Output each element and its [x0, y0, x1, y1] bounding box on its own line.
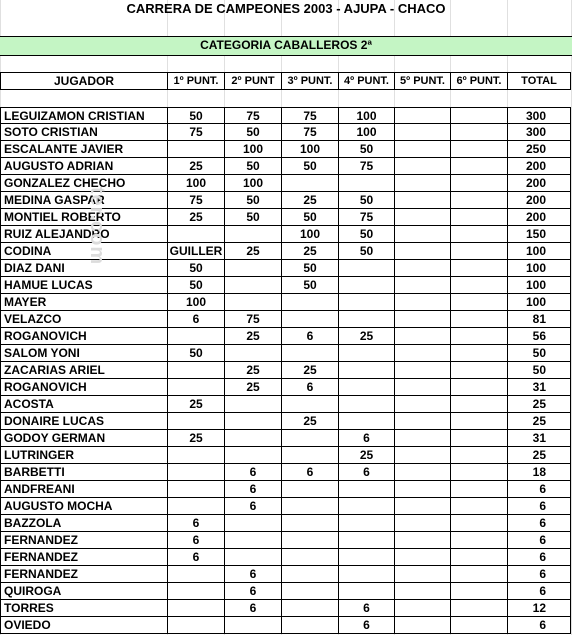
points-cell [450, 464, 507, 481]
table-row [0, 209, 572, 226]
table-row [0, 600, 572, 617]
points-cell: 6 [167, 515, 224, 532]
points-cell [338, 549, 394, 566]
points-cell [338, 345, 394, 362]
points-cell [224, 294, 281, 311]
points-cell [394, 158, 450, 175]
player-name-cell: CODINA [0, 243, 167, 260]
points-cell [167, 498, 224, 515]
table-row [0, 532, 572, 549]
table-row [0, 311, 572, 328]
table-row [0, 396, 572, 413]
player-name-cell: LEGUIZAMON CRISTIAN [0, 107, 167, 124]
points-cell: 6 [224, 566, 281, 583]
header-row [0, 72, 572, 90]
total-cell: 25 [507, 447, 571, 464]
column-header: JUGADOR [0, 72, 167, 90]
player-name-cell: SALOM YONI [0, 345, 167, 362]
points-cell [338, 311, 394, 328]
points-cell [394, 243, 450, 260]
points-cell: 100 [167, 294, 224, 311]
points-cell [450, 226, 507, 243]
points-cell [224, 277, 281, 294]
points-cell [450, 498, 507, 515]
points-cell: 100 [167, 175, 224, 192]
player-name-cell: GODOY GERMAN [0, 430, 167, 447]
total-cell: 6 [507, 549, 571, 566]
points-cell [224, 413, 281, 430]
points-cell [167, 141, 224, 158]
points-cell [394, 464, 450, 481]
points-cell: 100 [224, 141, 281, 158]
player-name-cell: ESCALANTE JAVIER [0, 141, 167, 158]
points-cell: GUILLER [167, 243, 224, 260]
points-cell: 75 [224, 311, 281, 328]
points-cell: 50 [338, 243, 394, 260]
points-cell [450, 379, 507, 396]
table-row [0, 413, 572, 430]
points-cell: 100 [281, 226, 338, 243]
points-cell [338, 362, 394, 379]
points-cell [394, 226, 450, 243]
player-name-cell: AUGUSTO MOCHA [0, 498, 167, 515]
points-cell [167, 328, 224, 345]
table-row [0, 464, 572, 481]
total-cell: 250 [507, 141, 571, 158]
points-cell [450, 566, 507, 583]
points-cell [450, 362, 507, 379]
player-name-cell: ANDFREANI [0, 481, 167, 498]
points-cell: 75 [224, 107, 281, 124]
points-cell [394, 277, 450, 294]
points-cell: 6 [167, 311, 224, 328]
points-cell: 75 [338, 158, 394, 175]
table-row [0, 481, 572, 498]
points-cell [394, 311, 450, 328]
player-name-cell: MAYER [0, 294, 167, 311]
player-name-cell: OVIEDO [0, 617, 167, 634]
points-cell [338, 498, 394, 515]
table-row [0, 430, 572, 447]
points-cell [338, 379, 394, 396]
points-cell [281, 396, 338, 413]
points-cell: 50 [338, 226, 394, 243]
points-cell: 25 [338, 328, 394, 345]
points-cell [450, 481, 507, 498]
points-cell [394, 294, 450, 311]
points-cell: 50 [167, 260, 224, 277]
points-cell [281, 549, 338, 566]
points-cell [224, 447, 281, 464]
player-name-cell: ROGANOVICH [0, 328, 167, 345]
table-row [0, 515, 572, 532]
player-name-cell: AUGUSTO ADRIAN [0, 158, 167, 175]
total-cell: 6 [507, 583, 571, 600]
total-cell: 56 [507, 328, 571, 345]
points-cell [450, 532, 507, 549]
points-cell: 25 [167, 209, 224, 226]
points-cell: 6 [338, 430, 394, 447]
total-cell: 300 [507, 107, 571, 124]
player-name-cell: VELAZCO [0, 311, 167, 328]
player-name-cell: FERNANDEZ [0, 532, 167, 549]
points-cell [224, 532, 281, 549]
total-cell: 50 [507, 345, 571, 362]
column-header: TOTAL [507, 72, 571, 90]
points-cell [167, 617, 224, 634]
total-cell: 25 [507, 413, 571, 430]
points-cell [281, 481, 338, 498]
points-cell: 6 [281, 464, 338, 481]
points-cell [394, 175, 450, 192]
points-cell [281, 430, 338, 447]
points-cell [394, 260, 450, 277]
total-cell: 12 [507, 600, 571, 617]
total-cell: 81 [507, 311, 571, 328]
points-cell [281, 515, 338, 532]
category-banner [0, 36, 572, 56]
points-cell [394, 124, 450, 141]
points-cell [167, 379, 224, 396]
player-name-cell: ACOSTA [0, 396, 167, 413]
table-row [0, 447, 572, 464]
points-cell [338, 277, 394, 294]
points-cell [450, 260, 507, 277]
player-name-cell: DIAZ DANI [0, 260, 167, 277]
points-cell [450, 328, 507, 345]
points-cell: 6 [224, 481, 281, 498]
points-cell: 100 [338, 107, 394, 124]
table-row [0, 226, 572, 243]
points-cell [281, 617, 338, 634]
points-cell [338, 260, 394, 277]
points-cell [450, 294, 507, 311]
table-row [0, 124, 572, 141]
points-cell: 50 [167, 277, 224, 294]
points-cell [450, 124, 507, 141]
points-cell [224, 260, 281, 277]
points-cell: 6 [281, 328, 338, 345]
table-row [0, 566, 572, 583]
player-name-cell: SOTO CRISTIAN [0, 124, 167, 141]
points-cell [281, 600, 338, 617]
table-row [0, 294, 572, 311]
total-cell: 150 [507, 226, 571, 243]
points-cell: 50 [281, 158, 338, 175]
points-cell: 25 [224, 328, 281, 345]
points-cell: 25 [167, 430, 224, 447]
points-cell: 50 [224, 158, 281, 175]
points-cell: 25 [281, 243, 338, 260]
points-cell [394, 498, 450, 515]
total-cell: 100 [507, 243, 571, 260]
column-header: 4º PUNT. [338, 72, 394, 90]
points-cell [394, 362, 450, 379]
player-name-cell: BAZZOLA [0, 515, 167, 532]
points-cell [394, 413, 450, 430]
table-row [0, 345, 572, 362]
points-cell: 75 [281, 107, 338, 124]
points-cell: 25 [167, 396, 224, 413]
points-cell: 50 [281, 209, 338, 226]
points-cell [281, 447, 338, 464]
points-cell: 50 [224, 124, 281, 141]
points-cell [167, 566, 224, 583]
points-cell [394, 600, 450, 617]
points-cell [450, 430, 507, 447]
points-cell [450, 549, 507, 566]
points-cell [394, 328, 450, 345]
points-cell: 25 [224, 379, 281, 396]
points-cell [394, 447, 450, 464]
points-cell [281, 311, 338, 328]
points-cell: 75 [167, 124, 224, 141]
points-cell [167, 583, 224, 600]
points-cell: 6 [224, 583, 281, 600]
points-cell: 75 [281, 124, 338, 141]
points-cell [338, 294, 394, 311]
column-header: 2º PUNT [224, 72, 281, 90]
points-cell [338, 396, 394, 413]
player-name-cell: QUIROGA [0, 583, 167, 600]
points-cell [224, 430, 281, 447]
points-cell [167, 481, 224, 498]
points-cell: 50 [281, 277, 338, 294]
points-cell [281, 498, 338, 515]
points-cell: 6 [224, 600, 281, 617]
points-cell [394, 617, 450, 634]
total-cell: 300 [507, 124, 571, 141]
total-cell: 6 [507, 481, 571, 498]
points-cell [450, 192, 507, 209]
points-cell [167, 362, 224, 379]
player-name-cell: BARBETTI [0, 464, 167, 481]
points-cell [338, 515, 394, 532]
category-text: CATEGORIA CABALLEROS 2ª [200, 38, 372, 52]
points-cell: 6 [338, 617, 394, 634]
points-cell [394, 515, 450, 532]
player-name-cell: HAMUE LUCAS [0, 277, 167, 294]
total-cell: 6 [507, 532, 571, 549]
player-name-cell: DONAIRE LUCAS [0, 413, 167, 430]
points-cell: 50 [281, 260, 338, 277]
points-cell [281, 175, 338, 192]
points-cell [224, 617, 281, 634]
points-cell [224, 345, 281, 362]
player-name-cell: MONTIEL ROBERTO [0, 209, 167, 226]
points-cell [281, 294, 338, 311]
points-cell: 25 [224, 362, 281, 379]
points-cell [394, 107, 450, 124]
table-row [0, 498, 572, 515]
points-cell [167, 413, 224, 430]
player-name-cell: RUIZ ALEJANDRO [0, 226, 167, 243]
table-row [0, 175, 572, 192]
points-cell [394, 430, 450, 447]
points-cell [450, 277, 507, 294]
points-cell: 6 [338, 600, 394, 617]
total-cell: 18 [507, 464, 571, 481]
points-cell [450, 243, 507, 260]
points-cell [167, 447, 224, 464]
total-cell: 200 [507, 175, 571, 192]
total-cell: 200 [507, 158, 571, 175]
table-row [0, 277, 572, 294]
points-cell [281, 583, 338, 600]
player-name-cell: LUTRINGER [0, 447, 167, 464]
points-cell [224, 396, 281, 413]
points-cell [281, 532, 338, 549]
points-cell: 50 [224, 192, 281, 209]
points-cell: 25 [167, 158, 224, 175]
points-cell [450, 311, 507, 328]
points-cell [450, 600, 507, 617]
points-cell: 75 [167, 192, 224, 209]
points-cell [450, 583, 507, 600]
total-cell: 100 [507, 260, 571, 277]
points-cell [394, 141, 450, 158]
points-cell [224, 515, 281, 532]
points-cell: 75 [338, 209, 394, 226]
points-cell: 100 [224, 175, 281, 192]
table-row [0, 243, 572, 260]
points-cell [394, 549, 450, 566]
points-cell: 6 [224, 464, 281, 481]
points-cell: 50 [167, 345, 224, 362]
points-cell [394, 209, 450, 226]
points-cell [450, 107, 507, 124]
table-row [0, 107, 572, 124]
points-cell: 50 [338, 141, 394, 158]
table-row [0, 192, 572, 209]
total-cell: 31 [507, 379, 571, 396]
total-cell: 100 [507, 294, 571, 311]
points-cell: 25 [338, 447, 394, 464]
page-title [0, 0, 572, 18]
total-cell: 100 [507, 277, 571, 294]
points-cell [338, 413, 394, 430]
points-cell: 50 [338, 192, 394, 209]
player-name-cell: MEDINA GASPAR [0, 192, 167, 209]
title-text: CARRERA DE CAMPEONES 2003 - AJUPA - CHACO [126, 1, 446, 16]
player-name-cell: ZACARIAS ARIEL [0, 362, 167, 379]
points-cell [338, 481, 394, 498]
player-name-cell: TORRES [0, 600, 167, 617]
points-cell [450, 447, 507, 464]
points-cell: 100 [338, 124, 394, 141]
points-cell [394, 532, 450, 549]
points-cell [394, 566, 450, 583]
table-row [0, 158, 572, 175]
total-cell: 200 [507, 209, 571, 226]
points-cell [394, 396, 450, 413]
watermark: ter.com [86, 186, 108, 266]
total-cell: 6 [507, 498, 571, 515]
points-cell [338, 566, 394, 583]
points-cell [394, 379, 450, 396]
points-cell: 6 [167, 532, 224, 549]
table-row [0, 260, 572, 277]
points-cell [338, 532, 394, 549]
column-header: 5º PUNT. [394, 72, 450, 90]
table-row [0, 362, 572, 379]
points-cell: 25 [281, 192, 338, 209]
points-cell [394, 345, 450, 362]
points-cell [450, 175, 507, 192]
player-name-cell: FERNANDEZ [0, 566, 167, 583]
table-row [0, 617, 572, 634]
total-cell: 6 [507, 566, 571, 583]
points-cell: 6 [338, 464, 394, 481]
points-cell [394, 192, 450, 209]
points-cell [224, 549, 281, 566]
table-row [0, 328, 572, 345]
total-cell: 6 [507, 617, 571, 634]
points-cell [167, 226, 224, 243]
points-cell: 50 [224, 209, 281, 226]
total-cell: 200 [507, 192, 571, 209]
table-row [0, 549, 572, 566]
points-cell: 50 [167, 107, 224, 124]
points-cell [450, 209, 507, 226]
column-header: 1º PUNT. [167, 72, 224, 90]
points-cell: 100 [281, 141, 338, 158]
points-cell: 6 [224, 498, 281, 515]
points-cell [224, 226, 281, 243]
points-cell [338, 583, 394, 600]
table-row [0, 583, 572, 600]
total-cell: 6 [507, 515, 571, 532]
points-cell: 25 [281, 362, 338, 379]
column-header: 6º PUNT. [450, 72, 507, 90]
table-row [0, 141, 572, 158]
points-cell: 6 [281, 379, 338, 396]
points-cell [450, 413, 507, 430]
points-cell [450, 515, 507, 532]
points-cell [338, 175, 394, 192]
player-name-cell: FERNANDEZ [0, 549, 167, 566]
points-cell [450, 141, 507, 158]
player-name-cell: ROGANOVICH [0, 379, 167, 396]
points-cell [450, 158, 507, 175]
points-cell [450, 396, 507, 413]
points-cell: 25 [224, 243, 281, 260]
points-cell [281, 345, 338, 362]
points-cell: 6 [167, 549, 224, 566]
total-cell: 50 [507, 362, 571, 379]
points-cell [450, 345, 507, 362]
total-cell: 25 [507, 396, 571, 413]
player-name-cell: GONZALEZ CHECHO [0, 175, 167, 192]
points-cell [281, 566, 338, 583]
total-cell: 31 [507, 430, 571, 447]
column-header: 3º PUNT. [281, 72, 338, 90]
points-cell [394, 481, 450, 498]
points-cell [167, 464, 224, 481]
points-cell [450, 617, 507, 634]
points-cell [394, 583, 450, 600]
table-row [0, 379, 572, 396]
points-cell [167, 600, 224, 617]
points-cell: 25 [281, 413, 338, 430]
